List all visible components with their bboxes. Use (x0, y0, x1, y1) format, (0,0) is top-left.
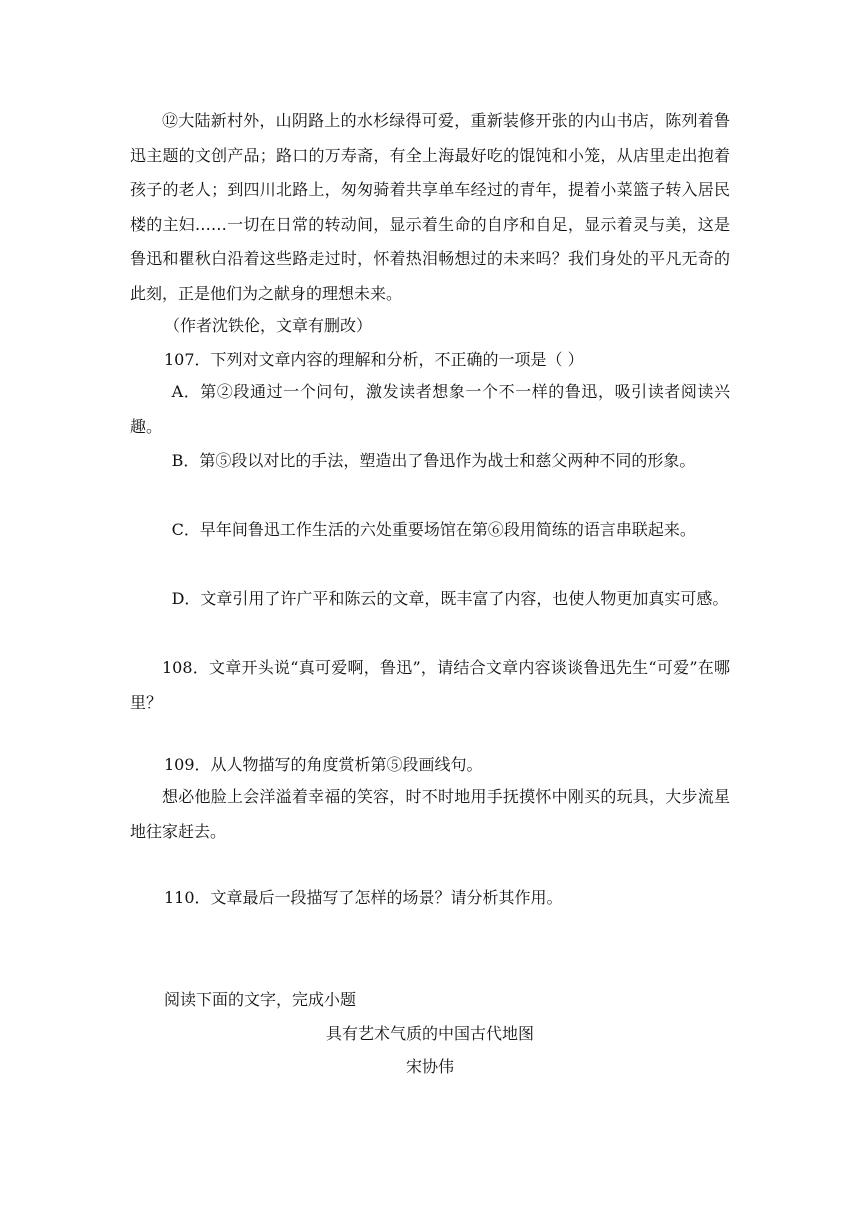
question-107-option-b: B．第⑤段以对比的手法，塑造出了鲁迅作为战士和慈父两种不同的形象。 (171, 451, 696, 470)
question-110: 110．文章最后一段描写了怎样的场景？请分析其作用。 (164, 888, 563, 907)
attribution: （作者沈铁伦，文章有删改） (164, 316, 373, 335)
question-107-option-d: D．文章引用了许广平和陈云的文章，既丰富了内容，也使人物更加真实可感。 (171, 589, 729, 608)
question-108: 108．文章开头说“真可爱啊，鲁迅”，请结合文章内容谈谈鲁迅先生“可爱”在哪里？ (130, 658, 730, 712)
article-title: 具有艺术气质的中国古代地图 (325, 1024, 534, 1043)
reading-intro: 阅读下面的文字，完成小题 (164, 990, 357, 1009)
question-107-option-a: A．第②段通过一个问句，激发读者想象一个不一样的鲁迅，吸引读者阅读兴趣。 (130, 382, 730, 436)
question-109-quote: 想必他脸上会洋溢着幸福的笑容，时不时地用手抚摸怀中刚买的玩具，大步流星地往家赶去。 (130, 787, 730, 841)
question-109-stem: 109．从人物描写的角度赏析第⑤段画线句。 (164, 755, 483, 774)
question-107-stem: 107．下列对文章内容的理解和分析，不正确的一项是（ ） (164, 350, 584, 369)
article-author: 宋协伟 (405, 1057, 454, 1076)
paragraph-12: ⑫大陆新村外，山阴路上的水杉绿得可爱，重新装修开张的内山书店，陈列着鲁迅主题的文创产品；路口的万寿斋，有全上海最好吃的馄饨和小笼，从店里走出抱着孩子的老人；到四川北路上，匆匆骑着共享单车经过的青年，提着小菜篮子转入居民楼的主妇……一切在日常的转动间，显示着生命的自序和自足，显示着灵与美，这是鲁迅和瞿秋白沿着这些路走过时，怀着热泪畅想过的未来吗？我们身处的平凡无奇的此刻，正是他们为之献身的理想未来。 (130, 111, 730, 303)
question-107-option-c: C．早年间鲁迅工作生活的六处重要场馆在第⑥段用简练的语言串联起来。 (171, 520, 696, 539)
